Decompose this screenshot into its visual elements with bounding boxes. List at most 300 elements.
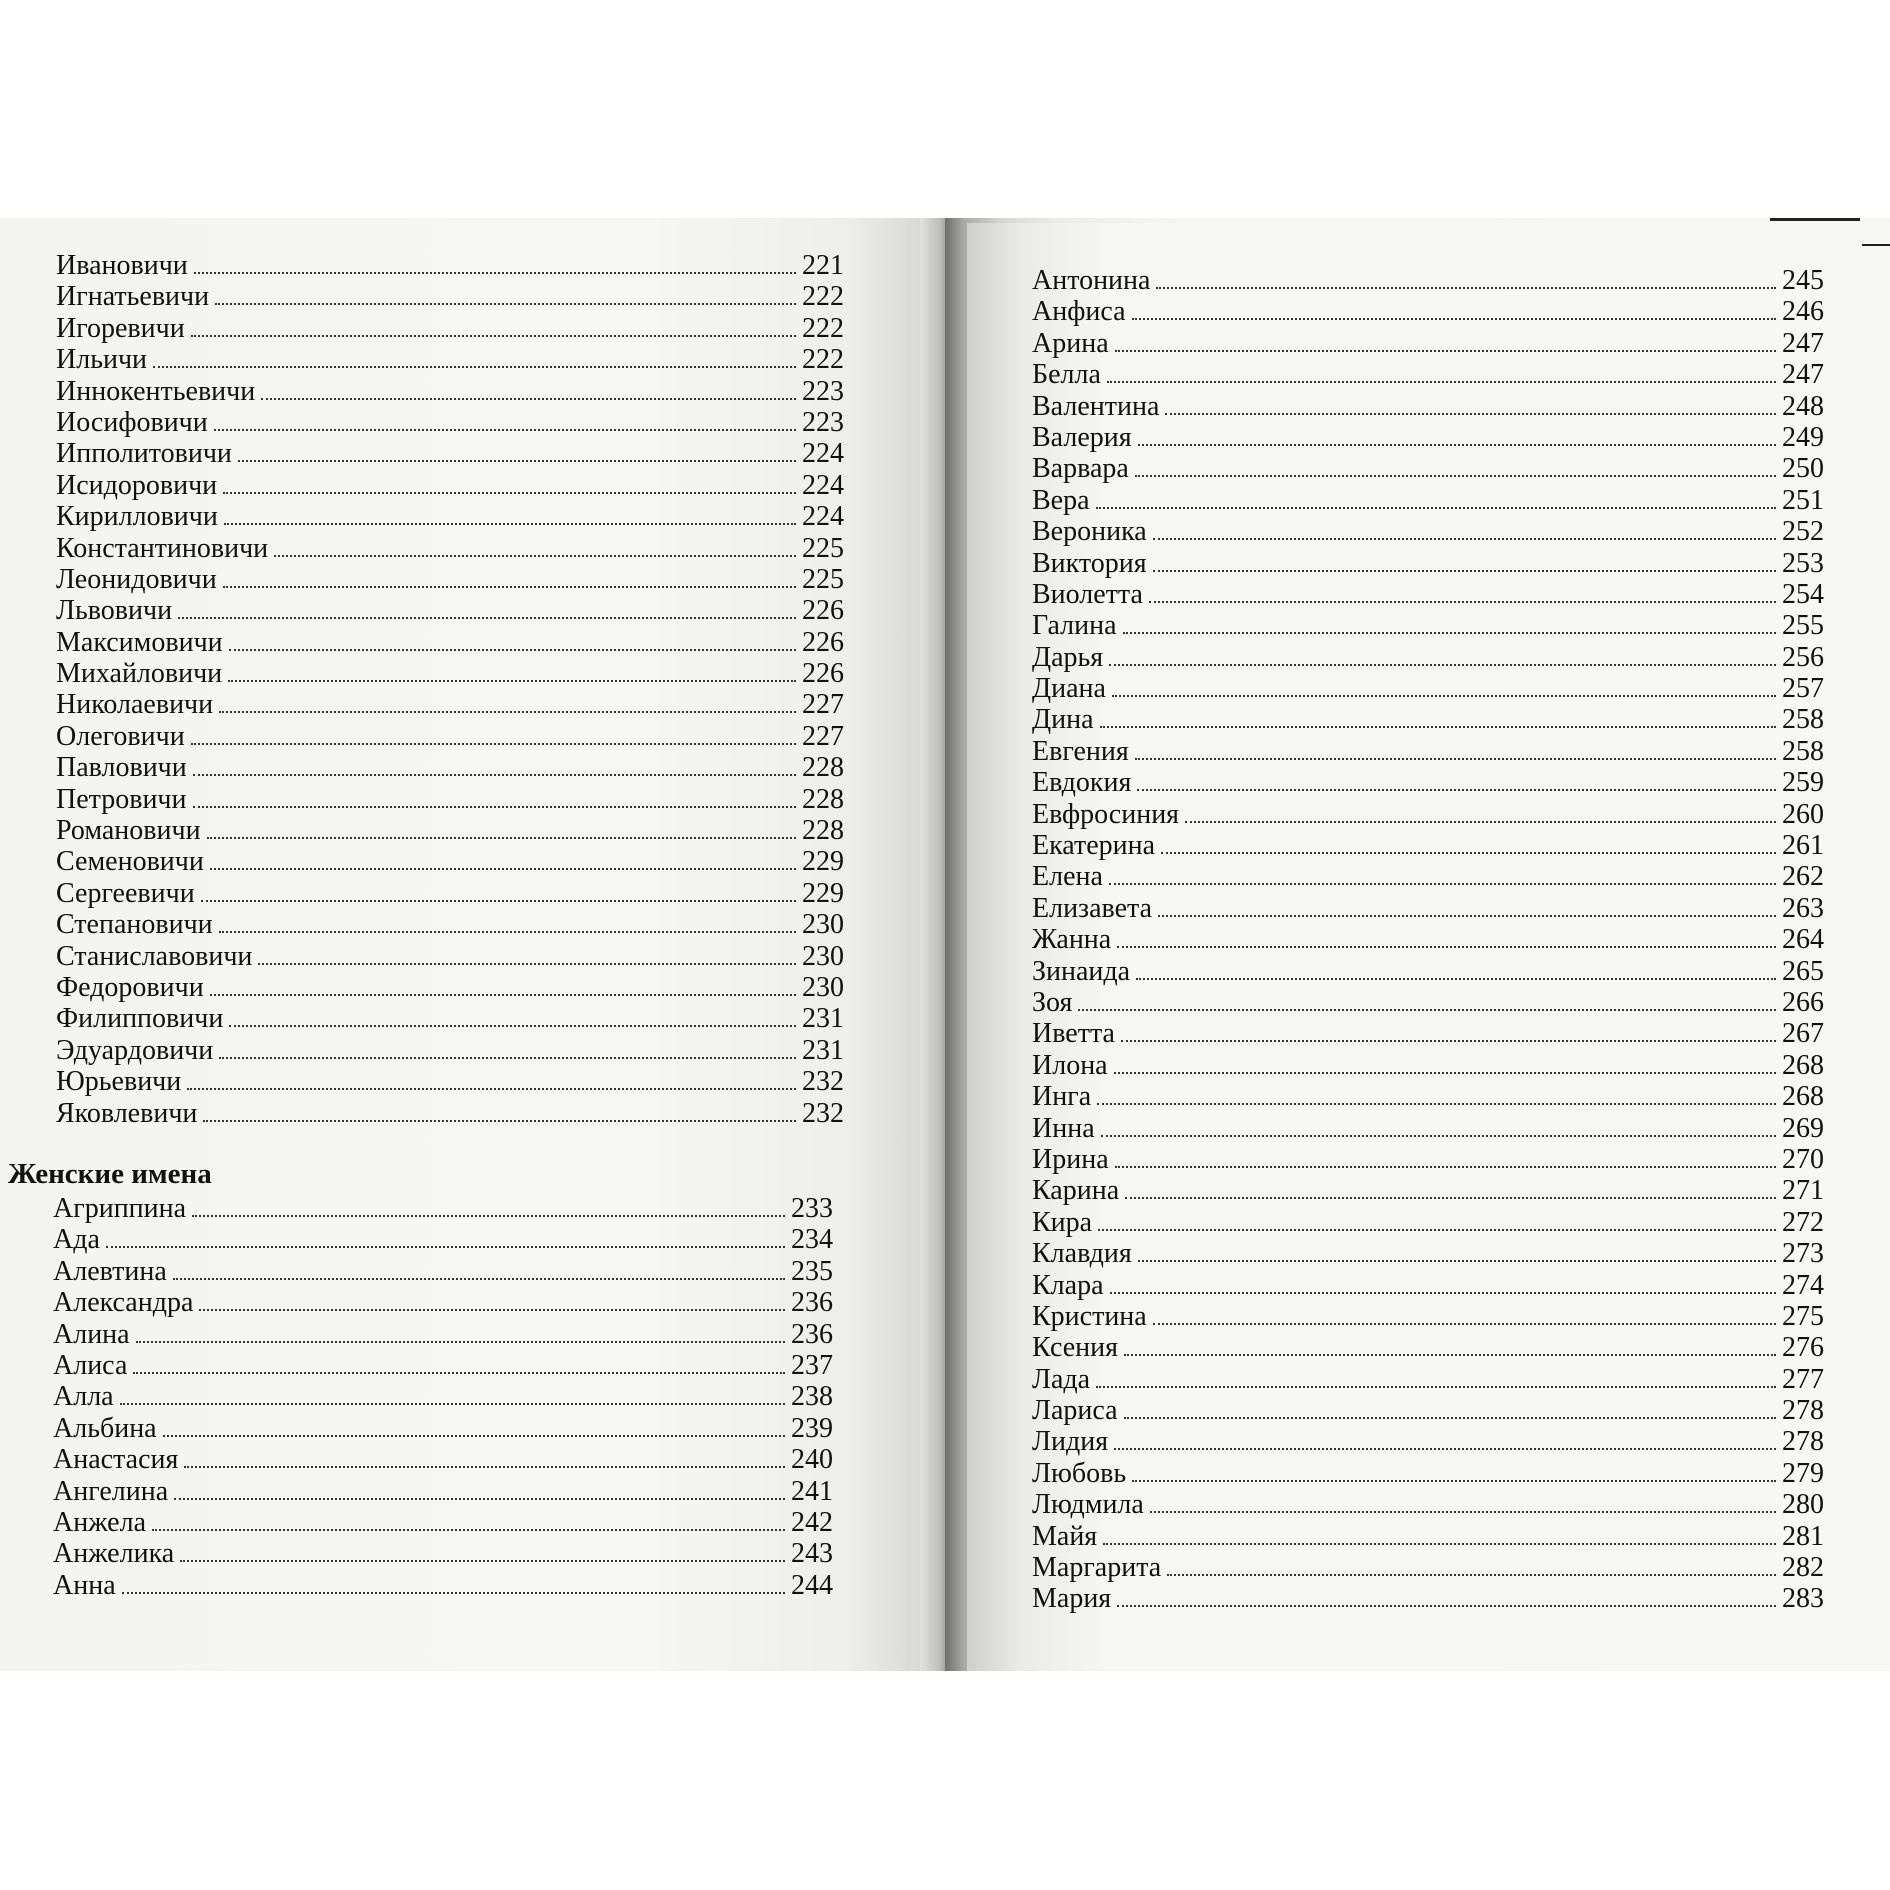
toc-entry-name: Альбина: [53, 1412, 157, 1444]
toc-entry: [1032, 1583, 1824, 1614]
dot-leader: [1158, 915, 1776, 917]
toc-entry-page-number: 225: [802, 532, 844, 564]
dot-leader: [1124, 1417, 1776, 1419]
dot-leader: [1115, 1166, 1776, 1168]
dot-leader: [1156, 287, 1776, 289]
toc-entry-page-number: 268: [1782, 1081, 1824, 1113]
toc-entry-name: Зинаида: [1032, 955, 1131, 987]
dot-leader: [1150, 1511, 1776, 1513]
toc-entry: [56, 658, 844, 689]
dot-leader: [1100, 726, 1777, 728]
toc-entry-page-number: 227: [802, 689, 844, 721]
toc-entry: [56, 752, 844, 783]
toc-entry-name: Ксения: [1032, 1332, 1119, 1364]
dot-leader: [178, 617, 796, 619]
toc-entry-name: Алиса: [53, 1349, 128, 1381]
toc-entry: [1032, 296, 1824, 327]
dot-leader: [1137, 789, 1776, 791]
toc-entry: [1032, 1018, 1824, 1049]
toc-entry: [56, 721, 844, 752]
dot-leader: [1165, 413, 1776, 415]
toc-entry: [1032, 799, 1824, 830]
dot-leader: [1107, 381, 1776, 383]
toc-entry: [1032, 516, 1824, 547]
toc-entry: [1032, 328, 1824, 359]
dot-leader: [224, 523, 796, 525]
toc-entry-page-number: 280: [1782, 1489, 1824, 1521]
dot-leader: [223, 492, 796, 494]
dot-leader: [203, 1120, 796, 1122]
toc-entry: [1032, 924, 1824, 955]
dot-leader: [1117, 1605, 1776, 1607]
toc-entry: [1032, 1301, 1824, 1332]
dot-leader: [136, 1341, 785, 1343]
dot-leader: [1132, 1480, 1776, 1482]
toc-entry-name: Филипповичи: [56, 1003, 224, 1035]
toc-entry: [53, 1538, 833, 1569]
toc-entry-name: Антонина: [1032, 265, 1151, 296]
toc-entry-page-number: 273: [1782, 1238, 1824, 1270]
toc-entry-name: Любовь: [1032, 1457, 1127, 1489]
toc-entry: [56, 627, 844, 658]
toc-entry: [1032, 359, 1824, 390]
dot-leader: [1153, 570, 1776, 572]
toc-entry-name: Ирина: [1032, 1143, 1109, 1175]
dot-leader: [193, 774, 796, 776]
toc-entry-page-number: 236: [791, 1287, 833, 1319]
dot-leader: [1125, 1197, 1776, 1199]
dot-leader: [1135, 758, 1776, 760]
toc-entry: [56, 878, 844, 909]
dot-leader: [1115, 350, 1776, 352]
toc-entry: [56, 1098, 844, 1129]
dot-leader: [1167, 1574, 1776, 1576]
toc-entry-name: Лада: [1032, 1363, 1091, 1395]
toc-list-female-names-left: [53, 1193, 833, 1601]
dot-leader: [192, 1215, 785, 1217]
toc-entry-page-number: 272: [1782, 1206, 1824, 1238]
toc-entry-name: Маргарита: [1032, 1552, 1162, 1584]
toc-entry-name: Павловичи: [56, 752, 187, 784]
dot-leader: [106, 1246, 785, 1248]
toc-entry: [56, 1003, 844, 1034]
toc-entry-page-number: 248: [1782, 390, 1824, 422]
toc-entry-page-number: 253: [1782, 547, 1824, 579]
toc-entry: [1032, 673, 1824, 704]
dot-leader: [1153, 1323, 1776, 1325]
dot-leader: [1153, 538, 1776, 540]
dot-leader: [201, 900, 796, 902]
toc-entry-page-number: 231: [802, 1034, 844, 1066]
toc-entry: [1032, 1175, 1824, 1206]
toc-entry-page-number: 233: [791, 1193, 833, 1224]
toc-entry: [56, 407, 844, 438]
toc-entry-page-number: 232: [802, 1066, 844, 1098]
toc-entry-page-number: 240: [791, 1444, 833, 1476]
toc-entry: [56, 501, 844, 532]
toc-entry: [53, 1193, 833, 1224]
toc-entry-name: Зоя: [1032, 986, 1073, 1018]
toc-entry: [1032, 1113, 1824, 1144]
toc-entry-name: Валентина: [1032, 390, 1160, 422]
toc-entry-name: Анфиса: [1032, 296, 1126, 328]
toc-entry-name: Людмила: [1032, 1489, 1144, 1521]
dot-leader: [152, 1529, 785, 1531]
toc-entry: [53, 1350, 833, 1381]
toc-entry: [53, 1507, 833, 1538]
toc-entry-name: Алла: [53, 1381, 114, 1413]
toc-entry-page-number: 226: [802, 658, 844, 690]
dot-leader: [194, 272, 796, 274]
toc-entry-name: Ильичи: [56, 344, 148, 376]
toc-entry: [1032, 1489, 1824, 1520]
toc-entry-name: Виктория: [1032, 547, 1147, 579]
dot-leader: [219, 931, 796, 933]
toc-entry-name: Виолетта: [1032, 578, 1143, 610]
toc-entry: [56, 438, 844, 469]
toc-entry-name: Инна: [1032, 1112, 1095, 1144]
toc-entry-page-number: 221: [802, 250, 844, 281]
toc-entry: [1032, 1395, 1824, 1426]
toc-entry: [1032, 1552, 1824, 1583]
toc-entry-name: Игоревичи: [56, 312, 185, 344]
toc-entry: [1032, 987, 1824, 1018]
toc-entry-page-number: 260: [1782, 798, 1824, 830]
dot-leader: [210, 994, 796, 996]
dot-leader: [1098, 1229, 1776, 1231]
toc-entry-page-number: 276: [1782, 1332, 1824, 1364]
toc-entry-page-number: 245: [1782, 265, 1824, 296]
toc-entry-page-number: 231: [802, 1003, 844, 1035]
dot-leader: [174, 1498, 785, 1500]
toc-entry: [56, 689, 844, 720]
toc-entry: [1032, 1081, 1824, 1112]
toc-entry-name: Майя: [1032, 1520, 1098, 1552]
dot-leader: [1135, 475, 1776, 477]
toc-entry: [53, 1570, 833, 1601]
dot-leader: [1078, 1009, 1776, 1011]
toc-entry: [56, 281, 844, 312]
toc-entry: [1032, 1458, 1824, 1489]
toc-entry-name: Елизавета: [1032, 892, 1153, 924]
toc-entry: [56, 595, 844, 626]
toc-entry-name: Вера: [1032, 484, 1090, 516]
dot-leader: [207, 837, 796, 839]
toc-entry-name: Евгения: [1032, 735, 1129, 767]
toc-entry-name: Екатерина: [1032, 830, 1156, 862]
toc-entry: [1032, 893, 1824, 924]
toc-entry-page-number: 278: [1782, 1395, 1824, 1427]
dot-leader: [215, 303, 796, 305]
dot-leader: [187, 1088, 796, 1090]
dot-leader: [238, 460, 796, 462]
dot-leader: [1110, 1292, 1776, 1294]
toc-entry-page-number: 258: [1782, 735, 1824, 767]
toc-entry: [1032, 1207, 1824, 1238]
toc-entry: [1032, 1521, 1824, 1552]
toc-entry-page-number: 228: [802, 815, 844, 847]
toc-entry-name: Евдокия: [1032, 767, 1132, 799]
toc-entry: [56, 1035, 844, 1066]
toc-entry-name: Анжелика: [53, 1538, 175, 1570]
dot-leader: [1101, 1135, 1776, 1137]
toc-entry-page-number: 254: [1782, 578, 1824, 610]
toc-entry-name: Николаевичи: [56, 689, 214, 721]
dot-leader: [1103, 1543, 1776, 1545]
toc-entry-name: Лариса: [1032, 1395, 1118, 1427]
running-head-rule-short: [1862, 244, 1890, 246]
dot-leader: [219, 1057, 796, 1059]
dot-leader: [193, 806, 797, 808]
toc-entry-page-number: 243: [791, 1538, 833, 1570]
toc-entry-name: Илона: [1032, 1049, 1108, 1081]
toc-entry-page-number: 223: [802, 406, 844, 438]
toc-entry-page-number: 229: [802, 846, 844, 878]
toc-entry-page-number: 226: [802, 595, 844, 627]
dot-leader: [1185, 821, 1776, 823]
toc-entry-page-number: 225: [802, 563, 844, 595]
toc-entry-name: Александра: [53, 1287, 194, 1319]
dot-leader: [122, 1592, 785, 1594]
dot-leader: [120, 1403, 785, 1405]
toc-entry: [53, 1287, 833, 1318]
toc-entry-page-number: 222: [802, 312, 844, 344]
dot-leader: [1132, 318, 1776, 320]
toc-entry-page-number: 259: [1782, 767, 1824, 799]
toc-entry-name: Анжела: [53, 1506, 147, 1538]
toc-entry: [56, 344, 844, 375]
dot-leader: [173, 1278, 785, 1280]
dot-leader: [1121, 1040, 1776, 1042]
toc-entry-name: Константиновичи: [56, 532, 269, 564]
toc-entry: [56, 941, 844, 972]
toc-entry: [53, 1444, 833, 1475]
toc-entry-page-number: 237: [791, 1349, 833, 1381]
toc-entry: [56, 1066, 844, 1097]
toc-entry: [56, 470, 844, 501]
dot-leader: [214, 429, 796, 431]
toc-entry: [1032, 453, 1824, 484]
running-head-rule: [1770, 218, 1860, 221]
toc-entry-name: Романовичи: [56, 815, 201, 847]
toc-entry-name: Лидия: [1032, 1426, 1109, 1458]
toc-entry-name: Ада: [53, 1224, 100, 1256]
dot-leader: [1161, 852, 1776, 854]
toc-entry-page-number: 224: [802, 501, 844, 533]
toc-entry: [1032, 704, 1824, 735]
toc-entry-page-number: 236: [791, 1318, 833, 1350]
dot-leader: [1114, 1448, 1776, 1450]
dot-leader: [1136, 978, 1776, 980]
dot-leader: [1096, 1386, 1776, 1388]
dot-leader: [199, 1309, 785, 1311]
toc-entry: [1032, 610, 1824, 641]
toc-entry: [53, 1413, 833, 1444]
toc-entry: [56, 909, 844, 940]
toc-entry-page-number: 251: [1782, 484, 1824, 516]
toc-entry-name: Варвара: [1032, 453, 1129, 485]
toc-entry: [56, 972, 844, 1003]
toc-entry-name: Диана: [1032, 673, 1106, 705]
toc-entry-name: Евфросиния: [1032, 798, 1180, 830]
toc-list-patronymics: [56, 250, 844, 1129]
toc-entry-name: Сергеевичи: [56, 877, 195, 909]
dot-leader: [1123, 632, 1776, 634]
toc-entry-name: Клара: [1032, 1269, 1104, 1301]
toc-entry-page-number: 242: [791, 1506, 833, 1538]
toc-entry-name: Степановичи: [56, 909, 213, 941]
toc-entry-page-number: 229: [802, 877, 844, 909]
toc-entry-name: Алевтина: [53, 1255, 167, 1287]
toc-entry-page-number: 230: [802, 909, 844, 941]
toc-entry-name: Алина: [53, 1318, 130, 1350]
toc-entry: [1032, 736, 1824, 767]
toc-entry-name: Елена: [1032, 861, 1103, 893]
toc-entry: [53, 1224, 833, 1255]
toc-entry-page-number: 275: [1782, 1300, 1824, 1332]
toc-entry: [1032, 485, 1824, 516]
toc-entry-page-number: 222: [802, 344, 844, 376]
toc-entry-name: Дарья: [1032, 641, 1104, 673]
toc-entry-page-number: 257: [1782, 673, 1824, 705]
toc-entry-page-number: 249: [1782, 421, 1824, 453]
dot-leader: [1112, 695, 1776, 697]
toc-entry-name: Кристина: [1032, 1300, 1147, 1332]
dot-leader: [1124, 1354, 1776, 1356]
toc-entry-page-number: 250: [1782, 453, 1824, 485]
toc-entry-page-number: 279: [1782, 1457, 1824, 1489]
toc-entry: [1032, 1144, 1824, 1175]
toc-entry-page-number: 224: [802, 469, 844, 501]
toc-entry-page-number: 270: [1782, 1143, 1824, 1175]
toc-entry-page-number: 252: [1782, 516, 1824, 548]
toc-entry: [53, 1319, 833, 1350]
toc-entry-page-number: 247: [1782, 327, 1824, 359]
dot-leader: [229, 1025, 796, 1027]
toc-entry-page-number: 262: [1782, 861, 1824, 893]
toc-entry-name: Юрьевичи: [56, 1066, 182, 1098]
toc-entry-page-number: 244: [791, 1569, 833, 1601]
toc-entry-name: Инга: [1032, 1081, 1092, 1113]
toc-entry-name: Агриппина: [53, 1193, 187, 1224]
dot-leader: [163, 1435, 785, 1437]
toc-entry: [1032, 548, 1824, 579]
toc-entry: [1032, 1270, 1824, 1301]
dot-leader: [191, 743, 796, 745]
dot-leader: [1096, 507, 1776, 509]
toc-entry: [1032, 830, 1824, 861]
toc-entry: [53, 1381, 833, 1412]
toc-entry: [1032, 861, 1824, 892]
toc-entry-page-number: 232: [802, 1097, 844, 1129]
toc-entry-name: Станиславовичи: [56, 940, 253, 972]
toc-entry: [56, 533, 844, 564]
toc-entry: [1032, 767, 1824, 798]
toc-entry-page-number: 222: [802, 281, 844, 313]
dot-leader: [184, 1466, 785, 1468]
toc-entry-name: Ипполитовичи: [56, 438, 232, 470]
toc-entry: [1032, 956, 1824, 987]
toc-entry-page-number: 261: [1782, 830, 1824, 862]
toc-entry: [1032, 422, 1824, 453]
toc-entry-page-number: 227: [802, 720, 844, 752]
toc-entry-page-number: 247: [1782, 359, 1824, 391]
toc-entry: [56, 564, 844, 595]
toc-entry-name: Яковлевичи: [56, 1097, 198, 1129]
toc-entry-page-number: 230: [802, 971, 844, 1003]
toc-entry-name: Эдуардовичи: [56, 1034, 214, 1066]
toc-entry-page-number: 238: [791, 1381, 833, 1413]
dot-leader: [210, 868, 796, 870]
toc-entry: [1032, 1426, 1824, 1457]
toc-entry-name: Иветта: [1032, 1018, 1115, 1050]
toc-entry-name: Анна: [53, 1569, 116, 1601]
dot-leader: [229, 649, 796, 651]
toc-entry-page-number: 274: [1782, 1269, 1824, 1301]
toc-entry: [1032, 1050, 1824, 1081]
toc-entry-page-number: 255: [1782, 610, 1824, 642]
toc-entry-name: Леонидовичи: [56, 563, 217, 595]
dot-leader: [274, 555, 796, 557]
dot-leader: [261, 398, 796, 400]
toc-entry-name: Игнатьевичи: [56, 281, 210, 313]
toc-entry-page-number: 271: [1782, 1175, 1824, 1207]
dot-leader: [180, 1560, 785, 1562]
toc-entry-name: Валерия: [1032, 421, 1132, 453]
toc-entry-name: Михайловичи: [56, 658, 223, 690]
toc-entry: [53, 1256, 833, 1287]
toc-entry-name: Вероника: [1032, 516, 1147, 548]
toc-entry: [1032, 1364, 1824, 1395]
dot-leader: [219, 711, 796, 713]
toc-entry-page-number: 265: [1782, 955, 1824, 987]
toc-entry-name: Белла: [1032, 359, 1101, 391]
toc-entry-name: Ивановичи: [56, 250, 188, 281]
toc-entry: [56, 846, 844, 877]
dot-leader: [1109, 664, 1776, 666]
dot-leader: [153, 366, 796, 368]
dot-leader: [223, 586, 796, 588]
toc-entry-name: Арина: [1032, 327, 1109, 359]
toc-entry-name: Петровичи: [56, 783, 187, 815]
toc-entry-name: Федоровичи: [56, 971, 204, 1003]
toc-entry-page-number: 230: [802, 940, 844, 972]
dot-leader: [1138, 1260, 1776, 1262]
toc-entry-page-number: 282: [1782, 1552, 1824, 1584]
section-title-female-names: Женские имена: [8, 1158, 212, 1190]
toc-entry: [1032, 579, 1824, 610]
toc-entry-name: Кирилловичи: [56, 501, 218, 533]
toc-entry: [56, 313, 844, 344]
dot-leader: [1109, 883, 1776, 885]
toc-entry: [1032, 265, 1824, 296]
toc-entry: [1032, 642, 1824, 673]
toc-entry-page-number: 226: [802, 626, 844, 658]
toc-entry-page-number: 266: [1782, 986, 1824, 1018]
toc-entry-page-number: 241: [791, 1475, 833, 1507]
toc-entry-page-number: 263: [1782, 892, 1824, 924]
toc-entry-name: Ангелина: [53, 1475, 169, 1507]
toc-entry-page-number: 269: [1782, 1112, 1824, 1144]
dot-leader: [1097, 1103, 1776, 1105]
toc-entry-name: Олеговичи: [56, 720, 185, 752]
toc-list-female-names-right: [1032, 265, 1824, 1615]
toc-entry-name: Кира: [1032, 1206, 1093, 1238]
toc-entry-page-number: 246: [1782, 296, 1824, 328]
dot-leader: [1117, 946, 1776, 948]
toc-entry-name: Клавдия: [1032, 1238, 1132, 1270]
toc-entry-page-number: 281: [1782, 1520, 1824, 1552]
